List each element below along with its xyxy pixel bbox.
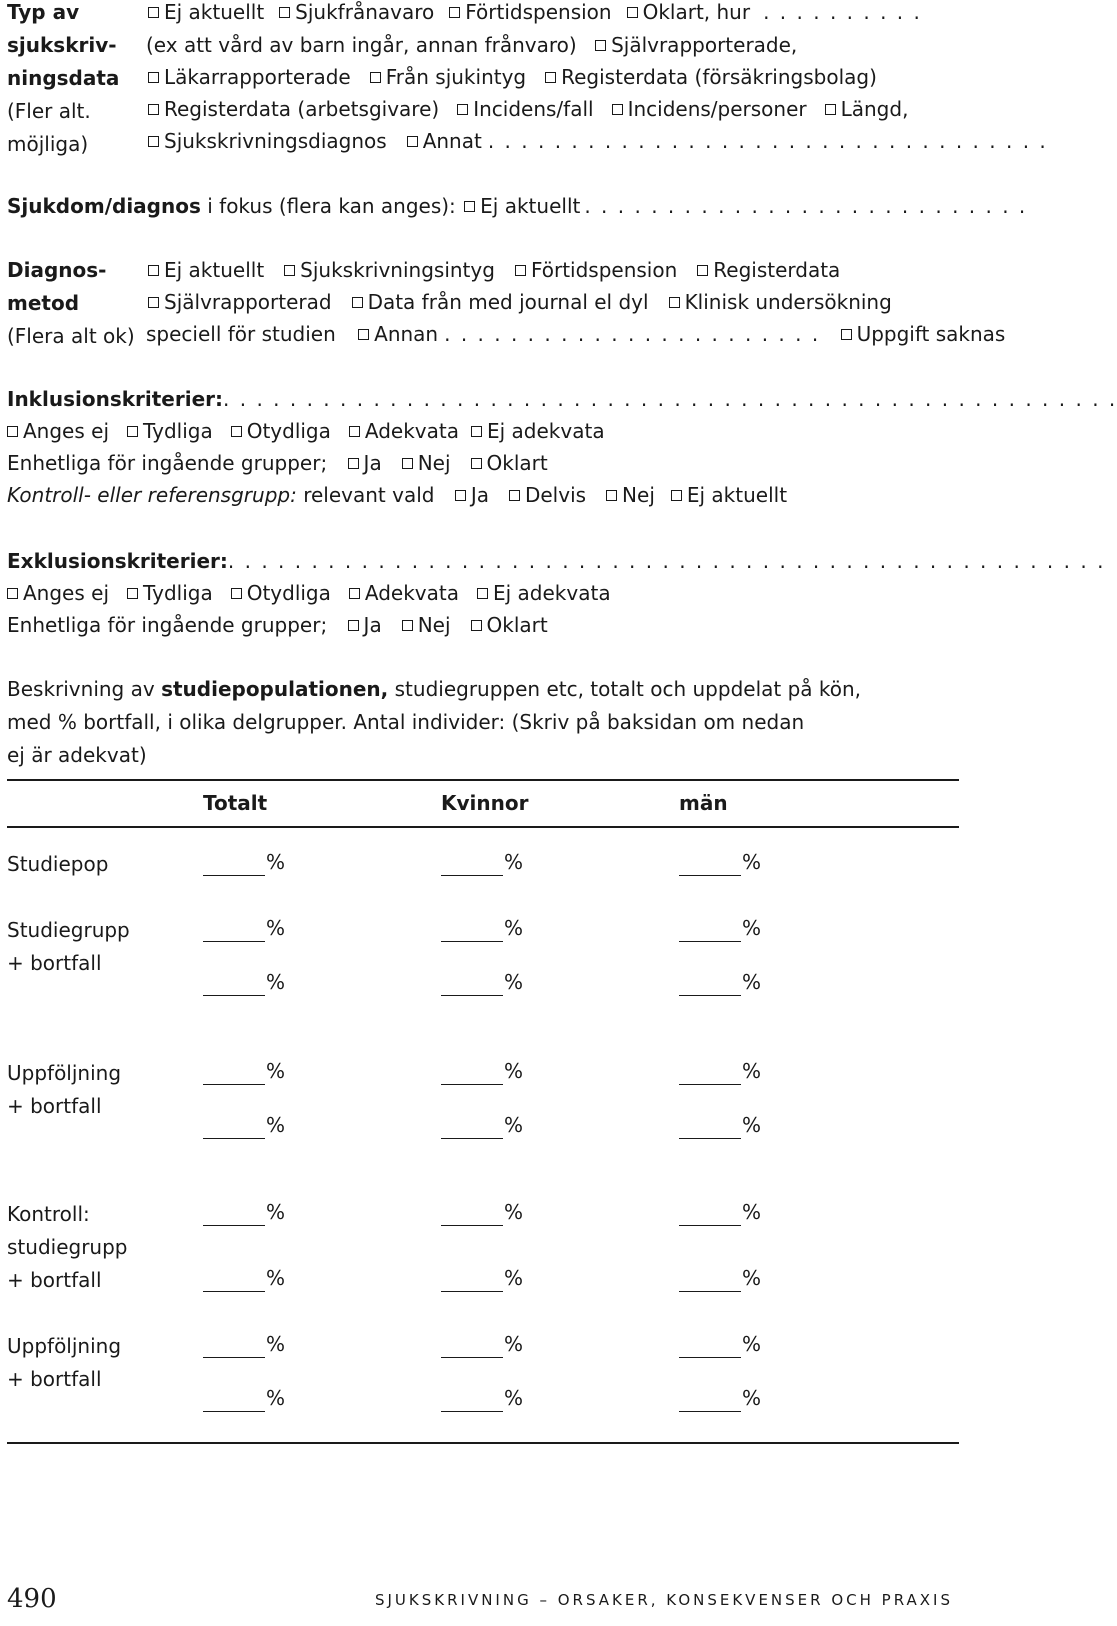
checkbox-icon[interactable] bbox=[471, 458, 482, 469]
option[interactable] bbox=[823, 93, 909, 126]
option[interactable] bbox=[346, 609, 382, 642]
percent-field[interactable] bbox=[203, 1111, 285, 1139]
table-row-label bbox=[7, 1057, 121, 1123]
option[interactable] bbox=[125, 577, 213, 610]
sec1-row5 bbox=[146, 125, 1048, 158]
option[interactable] bbox=[368, 61, 526, 94]
sec1-row3 bbox=[146, 61, 890, 94]
checkbox-icon[interactable] bbox=[545, 72, 556, 83]
percent-field[interactable] bbox=[679, 968, 761, 996]
table-row-label-line: Uppföljning bbox=[7, 1334, 122, 1358]
option-label: Annan bbox=[374, 322, 439, 346]
option-label: Nej bbox=[417, 613, 451, 637]
blank-line[interactable] bbox=[441, 1389, 503, 1412]
sec2-text: i fokus (flera kan anges): bbox=[207, 194, 456, 218]
percent-sign: % bbox=[266, 1200, 286, 1224]
sec1-row4 bbox=[146, 93, 908, 126]
sec4-title: Inklusionskriterier: bbox=[7, 387, 224, 411]
option-label: Otydliga bbox=[246, 419, 331, 443]
sec3-row3 bbox=[146, 318, 1005, 351]
checkbox-icon[interactable] bbox=[612, 104, 623, 115]
option-label: Sjukfrånavaro bbox=[295, 0, 435, 24]
option[interactable] bbox=[350, 286, 649, 319]
sec3-row2 bbox=[146, 286, 905, 319]
checkbox-icon[interactable] bbox=[402, 620, 413, 631]
option[interactable] bbox=[277, 0, 434, 29]
option-label: Sjukskrivningsdiagnos bbox=[164, 129, 387, 153]
percent-sign: % bbox=[742, 970, 762, 994]
percent-sign: % bbox=[266, 1113, 286, 1137]
percent-sign: % bbox=[504, 1266, 524, 1290]
checkbox-icon[interactable] bbox=[231, 588, 242, 599]
percent-sign: % bbox=[742, 916, 762, 940]
option[interactable] bbox=[513, 254, 677, 287]
option-label: Otydliga bbox=[246, 581, 331, 605]
checkbox-icon[interactable] bbox=[348, 620, 359, 631]
option-label: Delvis bbox=[524, 483, 587, 507]
checkbox-icon[interactable] bbox=[669, 297, 680, 308]
checkbox-icon[interactable] bbox=[455, 490, 466, 501]
checkbox-icon[interactable] bbox=[148, 136, 159, 147]
option[interactable] bbox=[447, 0, 611, 29]
table-row-label bbox=[7, 1198, 127, 1297]
table-row-label-line: Kontroll: bbox=[7, 1202, 90, 1226]
table-header-rule bbox=[7, 826, 959, 828]
option[interactable] bbox=[146, 125, 387, 158]
option-label: Ej adekvata bbox=[493, 581, 611, 605]
option-label: Adekvata bbox=[364, 581, 459, 605]
option[interactable] bbox=[453, 479, 489, 512]
table-bottom-rule bbox=[7, 1442, 959, 1444]
option-label: Nej bbox=[622, 483, 655, 507]
page-number: 490 bbox=[7, 1584, 57, 1614]
row-text: relevant vald bbox=[303, 483, 435, 507]
row-text: Enhetliga för ingående grupper; bbox=[7, 613, 328, 637]
blank-line[interactable] bbox=[203, 1203, 265, 1226]
option[interactable] bbox=[839, 318, 1006, 351]
table-row-label-line: + bortfall bbox=[7, 951, 102, 975]
percent-sign: % bbox=[504, 1332, 524, 1356]
option-label: Självrapporterad bbox=[164, 290, 332, 314]
blank-line[interactable] bbox=[679, 1062, 741, 1085]
checkbox-icon[interactable] bbox=[457, 104, 468, 115]
checkbox-icon[interactable] bbox=[515, 265, 526, 276]
option-label: Ja bbox=[363, 451, 382, 475]
percent-field[interactable] bbox=[441, 968, 523, 996]
blank-line[interactable] bbox=[679, 973, 741, 996]
option-label: Anges ej bbox=[23, 581, 109, 605]
option[interactable] bbox=[462, 190, 580, 223]
percent-field[interactable] bbox=[679, 914, 761, 942]
option[interactable] bbox=[146, 254, 264, 287]
percent-sign: % bbox=[742, 1113, 762, 1137]
percent-field[interactable] bbox=[679, 1111, 761, 1139]
blank-line[interactable] bbox=[441, 1335, 503, 1358]
sec1-row2 bbox=[146, 29, 810, 62]
percent-sign: % bbox=[266, 1386, 286, 1410]
blank-line[interactable] bbox=[679, 1335, 741, 1358]
table-header-man: män bbox=[679, 791, 728, 815]
option-label: Förtidspension bbox=[465, 0, 612, 24]
checkbox-icon[interactable] bbox=[477, 588, 488, 599]
blank-line[interactable] bbox=[203, 853, 265, 876]
percent-field[interactable] bbox=[203, 1057, 285, 1085]
percent-field[interactable] bbox=[441, 1198, 523, 1226]
option[interactable] bbox=[125, 415, 213, 448]
sec1-label-line: sjukskriv- bbox=[7, 33, 117, 57]
option[interactable] bbox=[507, 479, 586, 512]
sec5-title: Exklusionskriterier: bbox=[7, 549, 228, 573]
option[interactable] bbox=[669, 479, 787, 512]
checkbox-icon[interactable] bbox=[471, 620, 482, 631]
percent-field[interactable] bbox=[679, 848, 761, 876]
percent-sign: % bbox=[504, 1113, 524, 1137]
sec4-row3 bbox=[7, 479, 800, 512]
description-line bbox=[7, 673, 861, 706]
checkbox-icon[interactable] bbox=[148, 104, 159, 115]
percent-field[interactable] bbox=[203, 848, 285, 876]
option[interactable] bbox=[347, 577, 459, 610]
sec3-row1 bbox=[146, 254, 853, 287]
percent-field[interactable] bbox=[441, 1111, 523, 1139]
blank-line[interactable] bbox=[203, 973, 265, 996]
table-row-label-line: + bortfall bbox=[7, 1094, 102, 1118]
table-row-label-line: studiegrupp bbox=[7, 1235, 128, 1259]
sec5-title-row bbox=[7, 545, 1105, 578]
blank-line[interactable] bbox=[679, 1203, 741, 1226]
option-label: Ej aktuellt bbox=[480, 194, 581, 218]
percent-field[interactable] bbox=[679, 1384, 761, 1412]
blank-line[interactable] bbox=[203, 1116, 265, 1139]
checkbox-icon[interactable] bbox=[471, 426, 482, 437]
description-bold: studiepopulationen, bbox=[161, 677, 389, 701]
row-text: speciell för studien bbox=[146, 322, 336, 346]
fill-dots: . . . . . . . . . . . . . . . . . . . . . . . . . . . . . . . . . . . . . . . . . . . . . . . . . . . . . . bbox=[223, 387, 1117, 411]
percent-field[interactable] bbox=[441, 1264, 523, 1292]
blank-line[interactable] bbox=[441, 1203, 503, 1226]
checkbox-icon[interactable] bbox=[627, 7, 638, 18]
blank-line[interactable] bbox=[679, 1389, 741, 1412]
table-row-label-line: + bortfall bbox=[7, 1367, 102, 1391]
option-label: Anges ej bbox=[23, 419, 109, 443]
option[interactable] bbox=[610, 93, 807, 126]
option-label: Ej aktuellt bbox=[164, 258, 265, 282]
percent-sign: % bbox=[742, 1266, 762, 1290]
blank-line[interactable] bbox=[203, 1389, 265, 1412]
percent-field[interactable] bbox=[203, 914, 285, 942]
sec1-label bbox=[7, 0, 119, 161]
sec4-row1 bbox=[7, 415, 618, 448]
fill-dots: . . . . . . . . . . . . . . . . . . . . . . . . . . . . . . . . . . bbox=[487, 129, 1048, 153]
option[interactable] bbox=[455, 93, 593, 126]
option-label: Tydliga bbox=[143, 581, 213, 605]
blank-line[interactable] bbox=[203, 919, 265, 942]
percent-sign: % bbox=[266, 1059, 286, 1083]
checkbox-icon[interactable] bbox=[595, 40, 606, 51]
sec5-row2 bbox=[7, 609, 561, 642]
description-post: studiegruppen etc, totalt och uppdelat på kön, bbox=[394, 677, 862, 701]
option[interactable] bbox=[229, 577, 331, 610]
checkbox-icon[interactable] bbox=[349, 588, 360, 599]
percent-sign: % bbox=[266, 1266, 286, 1290]
checkbox-icon[interactable] bbox=[825, 104, 836, 115]
option-label: Registerdata (arbetsgivare) bbox=[164, 97, 440, 121]
option[interactable] bbox=[346, 447, 382, 480]
checkbox-icon[interactable] bbox=[231, 426, 242, 437]
checkbox-icon[interactable] bbox=[509, 490, 520, 501]
option[interactable] bbox=[695, 254, 840, 287]
option-label: Från sjukintyg bbox=[385, 65, 527, 89]
checkbox-icon[interactable] bbox=[370, 72, 381, 83]
checkbox-icon[interactable] bbox=[352, 297, 363, 308]
fill-dots: . . . . . . . . . . . . . . . . . . . . . . . . . . . bbox=[584, 194, 1028, 218]
sec2-row bbox=[7, 190, 1027, 223]
sec6-description bbox=[7, 673, 861, 772]
checkbox-icon[interactable] bbox=[279, 7, 290, 18]
option-label: Nej bbox=[417, 451, 451, 475]
option[interactable] bbox=[405, 125, 482, 158]
option[interactable] bbox=[400, 609, 451, 642]
table-row-label-line: Studiepop bbox=[7, 852, 109, 876]
percent-field[interactable] bbox=[203, 1330, 285, 1358]
percent-sign: % bbox=[266, 970, 286, 994]
blank-line[interactable] bbox=[441, 1269, 503, 1292]
percent-sign: % bbox=[504, 970, 524, 994]
option-label: Läkarrapporterade bbox=[164, 65, 351, 89]
sec1-label-line: ningsdata bbox=[7, 66, 120, 90]
checkbox-icon[interactable] bbox=[358, 329, 369, 340]
percent-field[interactable] bbox=[203, 1264, 285, 1292]
checkbox-icon[interactable] bbox=[148, 265, 159, 276]
table-row-label bbox=[7, 848, 108, 881]
option-label: Längd, bbox=[840, 97, 909, 121]
description-line: med % bortfall, i olika delgrupper. Antal individer: (Skriv på baksidan om nedan bbox=[7, 710, 805, 734]
option-label: Självrapporterade, bbox=[611, 33, 798, 57]
checkbox-icon[interactable] bbox=[284, 265, 295, 276]
percent-field[interactable] bbox=[679, 1198, 761, 1226]
percent-sign: % bbox=[504, 1200, 524, 1224]
percent-field[interactable] bbox=[679, 1330, 761, 1358]
option-label: Oklart bbox=[486, 451, 548, 475]
option-label: Ej adekvata bbox=[487, 419, 605, 443]
checkbox-icon[interactable] bbox=[449, 7, 460, 18]
checkbox-icon[interactable] bbox=[148, 72, 159, 83]
table-header-kvinnor: Kvinnor bbox=[441, 791, 529, 815]
percent-sign: % bbox=[266, 916, 286, 940]
option-label: Ja bbox=[363, 613, 382, 637]
blank-line[interactable] bbox=[203, 1062, 265, 1085]
option[interactable] bbox=[146, 93, 439, 126]
blank-line[interactable] bbox=[441, 1062, 503, 1085]
blank-line[interactable] bbox=[679, 1116, 741, 1139]
sec1-label-line: (Fler alt. bbox=[7, 99, 91, 123]
table-row-label-line: + bortfall bbox=[7, 1268, 102, 1292]
table-header-totalt: Totalt bbox=[203, 791, 268, 815]
running-title: SJUKSKRIVNING – ORSAKER, KONSEKVENSER OCH PRAXIS bbox=[374, 1591, 953, 1609]
option-label: Tydliga bbox=[143, 419, 213, 443]
blank-line[interactable] bbox=[441, 1116, 503, 1139]
percent-field[interactable] bbox=[441, 848, 523, 876]
option[interactable] bbox=[229, 415, 331, 448]
checkbox-icon[interactable] bbox=[7, 588, 18, 599]
option-label: Uppgift saknas bbox=[856, 322, 1006, 346]
percent-field[interactable] bbox=[679, 1057, 761, 1085]
sec4-row2 bbox=[7, 447, 561, 480]
checkbox-icon[interactable] bbox=[349, 426, 360, 437]
description-line: ej är adekvat) bbox=[7, 743, 147, 767]
percent-field[interactable] bbox=[441, 1057, 523, 1085]
percent-sign: % bbox=[742, 1200, 762, 1224]
option-label: Ej aktuellt bbox=[164, 0, 265, 24]
row-text: Enhetliga för ingående grupper; bbox=[7, 451, 328, 475]
table-row-label bbox=[7, 1330, 121, 1396]
table-row-label-line: Uppföljning bbox=[7, 1061, 122, 1085]
blank-line[interactable] bbox=[679, 1269, 741, 1292]
option[interactable] bbox=[593, 29, 797, 62]
fill-dots: . . . . . . . . . . bbox=[763, 0, 922, 24]
percent-sign: % bbox=[742, 1059, 762, 1083]
percent-sign: % bbox=[504, 1386, 524, 1410]
checkbox-icon[interactable] bbox=[348, 458, 359, 469]
blank-line[interactable] bbox=[203, 1335, 265, 1358]
option-label: Oklart, hur bbox=[642, 0, 751, 24]
checkbox-icon[interactable] bbox=[7, 426, 18, 437]
description-pre: Beskrivning av bbox=[7, 677, 155, 701]
fill-dots: . . . . . . . . . . . . . . . . . . . . . . . . . . . . . . . . . . . . . . . . . . . . . . . . . . . . . bbox=[227, 549, 1106, 573]
table-row-label-line: Studiegrupp bbox=[7, 918, 130, 942]
option-label: Sjukskrivningsintyg bbox=[300, 258, 495, 282]
option-label: Incidens/personer bbox=[627, 97, 807, 121]
checkbox-icon[interactable] bbox=[148, 297, 159, 308]
option[interactable] bbox=[282, 254, 495, 287]
option[interactable] bbox=[356, 318, 438, 351]
sec3-label-line: metod bbox=[7, 291, 80, 315]
checkbox-icon[interactable] bbox=[148, 7, 159, 18]
blank-line[interactable] bbox=[441, 853, 503, 876]
option[interactable] bbox=[604, 479, 655, 512]
option[interactable] bbox=[7, 415, 109, 448]
checkbox-icon[interactable] bbox=[671, 490, 682, 501]
percent-field[interactable] bbox=[441, 1384, 523, 1412]
percent-field[interactable] bbox=[679, 1264, 761, 1292]
option-label: Data från med journal el dyl bbox=[367, 290, 649, 314]
percent-sign: % bbox=[742, 1386, 762, 1410]
option-label: Oklart bbox=[486, 613, 548, 637]
checkbox-icon[interactable] bbox=[841, 329, 852, 340]
option-label: Adekvata bbox=[364, 419, 459, 443]
percent-field[interactable] bbox=[203, 1198, 285, 1226]
sec2-title: Sjukdom/diagnos bbox=[7, 194, 201, 218]
percent-field[interactable] bbox=[441, 1330, 523, 1358]
sec4-title-row bbox=[7, 383, 1117, 416]
checkbox-icon[interactable] bbox=[127, 588, 138, 599]
checkbox-icon[interactable] bbox=[697, 265, 708, 276]
option-label: Registerdata bbox=[713, 258, 841, 282]
option[interactable] bbox=[469, 415, 605, 448]
option[interactable] bbox=[347, 415, 459, 448]
percent-sign: % bbox=[266, 850, 286, 874]
percent-field[interactable] bbox=[203, 968, 285, 996]
table-row-label bbox=[7, 914, 130, 980]
option[interactable] bbox=[469, 447, 548, 480]
blank-line[interactable] bbox=[441, 919, 503, 942]
checkbox-icon[interactable] bbox=[407, 136, 418, 147]
option[interactable] bbox=[543, 61, 877, 94]
option[interactable] bbox=[400, 447, 451, 480]
option-label: Ej aktuellt bbox=[686, 483, 788, 507]
percent-sign: % bbox=[742, 1332, 762, 1356]
blank-line[interactable] bbox=[441, 973, 503, 996]
option-label: Förtidspension bbox=[530, 258, 678, 282]
percent-sign: % bbox=[742, 850, 762, 874]
option-label: Klinisk undersökning bbox=[684, 290, 892, 314]
percent-field[interactable] bbox=[441, 914, 523, 942]
checkbox-icon[interactable] bbox=[127, 426, 138, 437]
row-italic-text: Kontroll- eller referensgrupp: bbox=[7, 483, 297, 507]
percent-sign: % bbox=[504, 1059, 524, 1083]
percent-sign: % bbox=[266, 1332, 286, 1356]
sec3-label bbox=[7, 254, 135, 353]
sec1-label-line: möjliga) bbox=[7, 132, 89, 156]
sec5-row1 bbox=[7, 577, 624, 610]
checkbox-icon[interactable] bbox=[464, 201, 475, 212]
option-label: Registerdata (försäkringsbolag) bbox=[561, 65, 877, 89]
option[interactable] bbox=[475, 577, 611, 610]
percent-sign: % bbox=[504, 850, 524, 874]
blank-line[interactable] bbox=[679, 919, 741, 942]
percent-field[interactable] bbox=[203, 1384, 285, 1412]
table-top-rule bbox=[7, 779, 959, 781]
option-label: Annat bbox=[422, 129, 482, 153]
blank-line[interactable] bbox=[679, 853, 741, 876]
option-label: Ja bbox=[470, 483, 489, 507]
checkbox-icon[interactable] bbox=[606, 490, 617, 501]
option-label: Incidens/fall bbox=[473, 97, 594, 121]
row-text: (ex att vård av barn ingår, annan frånvaro) bbox=[146, 33, 577, 57]
sec3-label-line: Diagnos- bbox=[7, 258, 107, 282]
option[interactable] bbox=[469, 609, 548, 642]
option[interactable] bbox=[146, 61, 351, 94]
fill-dots: . . . . . . . . . . . . . . . . . . . . . . . bbox=[444, 322, 821, 346]
percent-sign: % bbox=[504, 916, 524, 940]
sec1-row1 bbox=[146, 0, 922, 29]
sec3-label-line: (Flera alt ok) bbox=[7, 324, 135, 348]
option[interactable] bbox=[667, 286, 892, 319]
sec1-label-line: Typ av bbox=[7, 0, 80, 24]
option[interactable] bbox=[146, 286, 332, 319]
option[interactable] bbox=[146, 0, 264, 29]
blank-line[interactable] bbox=[203, 1269, 265, 1292]
checkbox-icon[interactable] bbox=[402, 458, 413, 469]
option[interactable] bbox=[625, 0, 751, 29]
option[interactable] bbox=[7, 577, 109, 610]
